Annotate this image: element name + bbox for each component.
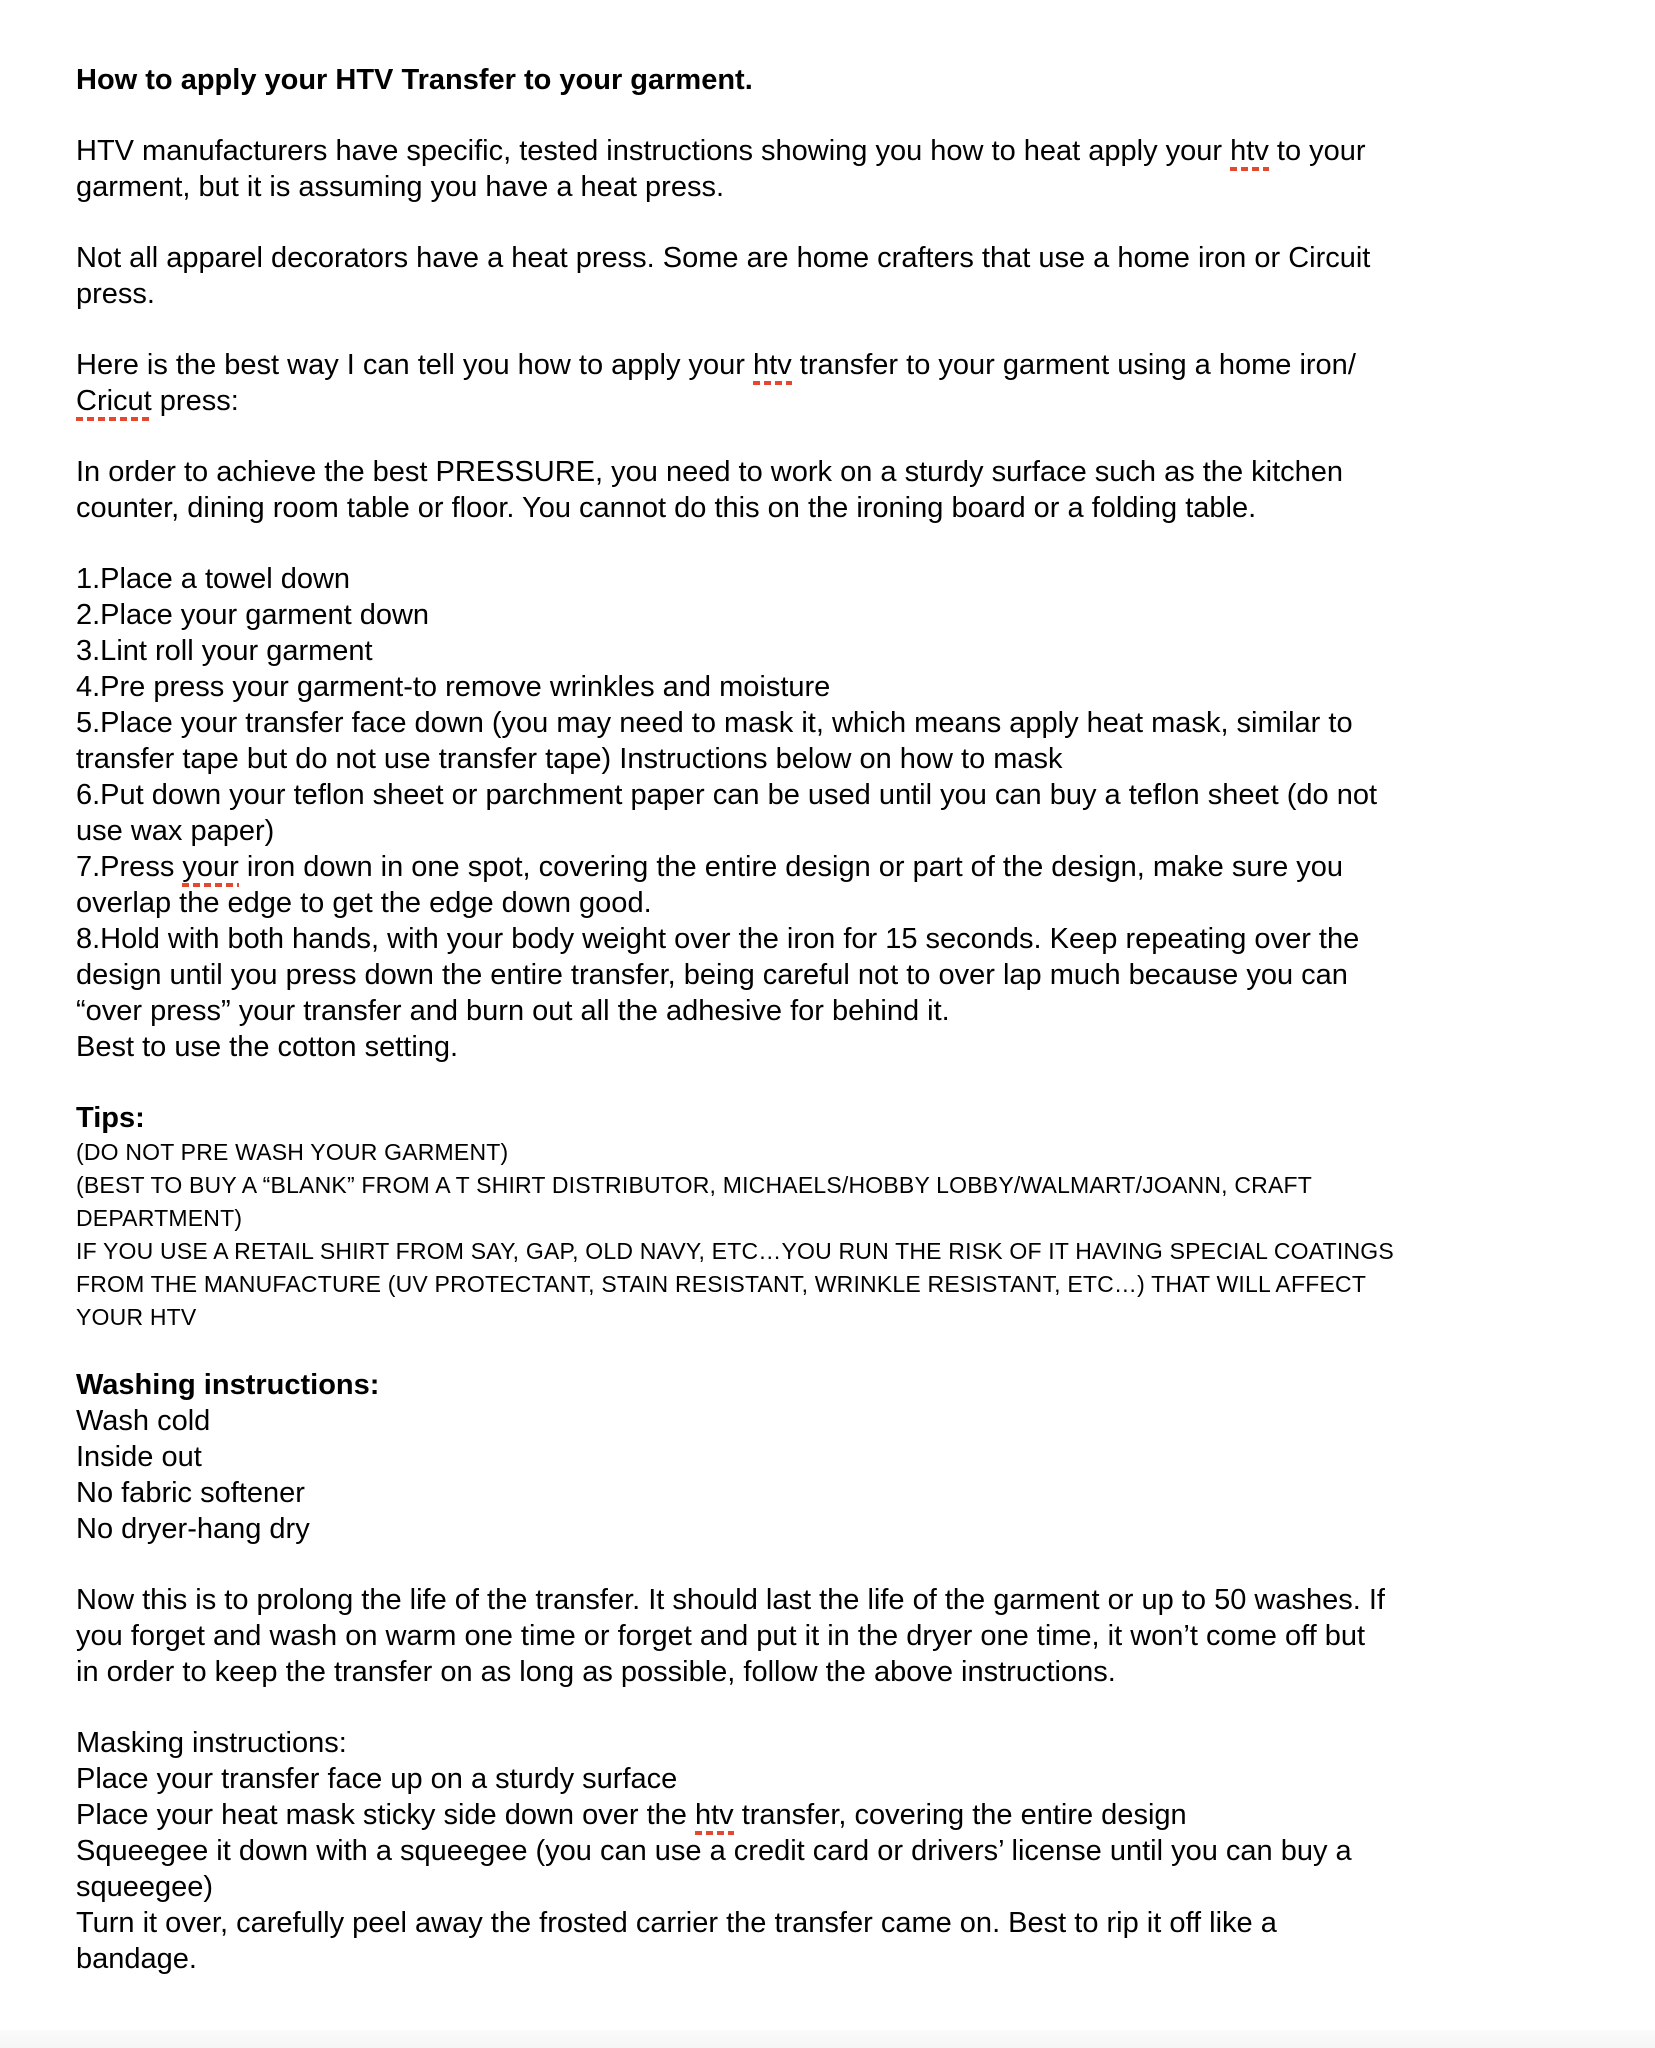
- paragraph-best-way: [76, 347, 1585, 419]
- text-line: overlap the edge to get the edge down good.: [76, 887, 652, 919]
- text-line: Cricut press:: [76, 383, 1585, 419]
- text-line: 3.Lint roll your garment: [76, 635, 373, 667]
- text-line: Best to use the cotton setting.: [76, 1031, 459, 1063]
- text-line: you forget and wash on warm one time or forget and put it in the dryer one time, it won’t come off but: [76, 1620, 1366, 1652]
- text-line: transfer tape but do not use transfer tape) Instructions below on how to mask: [76, 743, 1063, 775]
- text-line: garment, but it is assuming you have a heat press.: [76, 171, 725, 203]
- paragraph-decorators: [76, 240, 1585, 312]
- text-line: Now this is to prolong the life of the transfer. It should last the life of the garment or up to 50 washes. If: [76, 1584, 1385, 1616]
- spellcheck-underlined-word: htv: [1230, 135, 1269, 171]
- text-line: (BEST TO BUY A “BLANK” FROM A T SHIRT DISTRIBUTOR, MICHAELS/HOBBY LOBBY/WALMART/JOANN, CRAFT: [76, 1172, 1312, 1198]
- text-line: 4.Pre press your garment-to remove wrinkles and moisture: [76, 671, 831, 703]
- text-line: Inside out: [76, 1441, 202, 1473]
- text-line: IF YOU USE A RETAIL SHIRT FROM SAY, GAP, OLD NAVY, ETC…YOU RUN THE RISK OF IT HAVING SPECIAL COATINGS: [76, 1238, 1394, 1264]
- text-line: (DO NOT PRE WASH YOUR GARMENT): [76, 1139, 509, 1165]
- text-line: squeegee): [76, 1871, 214, 1903]
- tips-heading: [76, 1100, 1585, 1136]
- text-line: 7.Press your iron down in one spot, covering the entire design or part of the design, make sure you: [76, 849, 1585, 885]
- paragraph-prolong: [76, 1582, 1585, 1690]
- numbered-steps: [76, 561, 1585, 1065]
- text-line: Not all apparel decorators have a heat press. Some are home crafters that use a home iron or Circuit: [76, 242, 1371, 274]
- washing-instructions-list: [76, 1403, 1585, 1547]
- spellcheck-underlined-word: htv: [753, 349, 792, 385]
- tips-list: [76, 1136, 1585, 1334]
- text-line: DEPARTMENT): [76, 1205, 243, 1231]
- washing-instructions-heading: [76, 1367, 1585, 1403]
- text-line: Here is the best way I can tell you how to apply your htv transfer to your garment using a home iron/: [76, 347, 1585, 383]
- text-line: YOUR HTV: [76, 1304, 197, 1330]
- spellcheck-underlined-word: Cricut: [76, 385, 152, 421]
- text-line: “over press” your transfer and burn out all the adhesive for behind it.: [76, 995, 950, 1027]
- text-line: 6.Put down your teflon sheet or parchment paper can be used until you can buy a teflon sheet (do not: [76, 779, 1378, 811]
- text-line: Tips:: [76, 1102, 145, 1134]
- text-line: use wax paper): [76, 815, 275, 847]
- text-line: No dryer-hang dry: [76, 1513, 310, 1545]
- text-line: No fabric softener: [76, 1477, 305, 1509]
- text-line: Place your transfer face up on a sturdy surface: [76, 1763, 678, 1795]
- spellcheck-underlined-word: htv: [695, 1799, 734, 1835]
- document-content: [76, 62, 1585, 1977]
- paragraph-intro: [76, 133, 1585, 205]
- text-line: Washing instructions:: [76, 1369, 380, 1401]
- text-line: In order to achieve the best PRESSURE, you need to work on a sturdy surface such as the kitchen: [76, 456, 1344, 488]
- text-line: 2.Place your garment down: [76, 599, 430, 631]
- text-line: FROM THE MANUFACTURE (UV PROTECTANT, STAIN RESISTANT, WRINKLE RESISTANT, ETC…) THAT WILL AFFECT: [76, 1271, 1367, 1297]
- text-line: Wash cold: [76, 1405, 211, 1437]
- text-line: design until you press down the entire transfer, being careful not to over lap much because you can: [76, 959, 1348, 991]
- spellcheck-underlined-word: your: [182, 851, 238, 887]
- text-line: How to apply your HTV Transfer to your garment.: [76, 64, 753, 96]
- paragraph-pressure: [76, 454, 1585, 526]
- text-line: 1.Place a towel down: [76, 563, 351, 595]
- text-line: HTV manufacturers have specific, tested instructions showing you how to heat apply your htv to your: [76, 133, 1585, 169]
- text-line: bandage.: [76, 1943, 197, 1975]
- masking-instructions: [76, 1725, 1585, 1977]
- text-line: in order to keep the transfer on as long as possible, follow the above instructions.: [76, 1656, 1116, 1688]
- text-line: Masking instructions:: [76, 1727, 347, 1759]
- text-line: Place your heat mask sticky side down over the htv transfer, covering the entire design: [76, 1797, 1585, 1833]
- viewer-bottom-bar: [0, 2030, 1655, 2048]
- text-line: counter, dining room table or floor. You cannot do this on the ironing board or a folding table.: [76, 492, 1257, 524]
- document-title: [76, 62, 1585, 98]
- text-line: Turn it over, carefully peel away the frosted carrier the transfer came on. Best to rip it off like a: [76, 1907, 1277, 1939]
- text-line: 5.Place your transfer face down (you may need to mask it, which means apply heat mask, similar to: [76, 707, 1353, 739]
- text-line: press.: [76, 278, 155, 310]
- text-line: Squeegee it down with a squeegee (you can use a credit card or drivers’ license until you can buy a: [76, 1835, 1352, 1867]
- text-line: 8.Hold with both hands, with your body weight over the iron for 15 seconds. Keep repeating over the: [76, 923, 1360, 955]
